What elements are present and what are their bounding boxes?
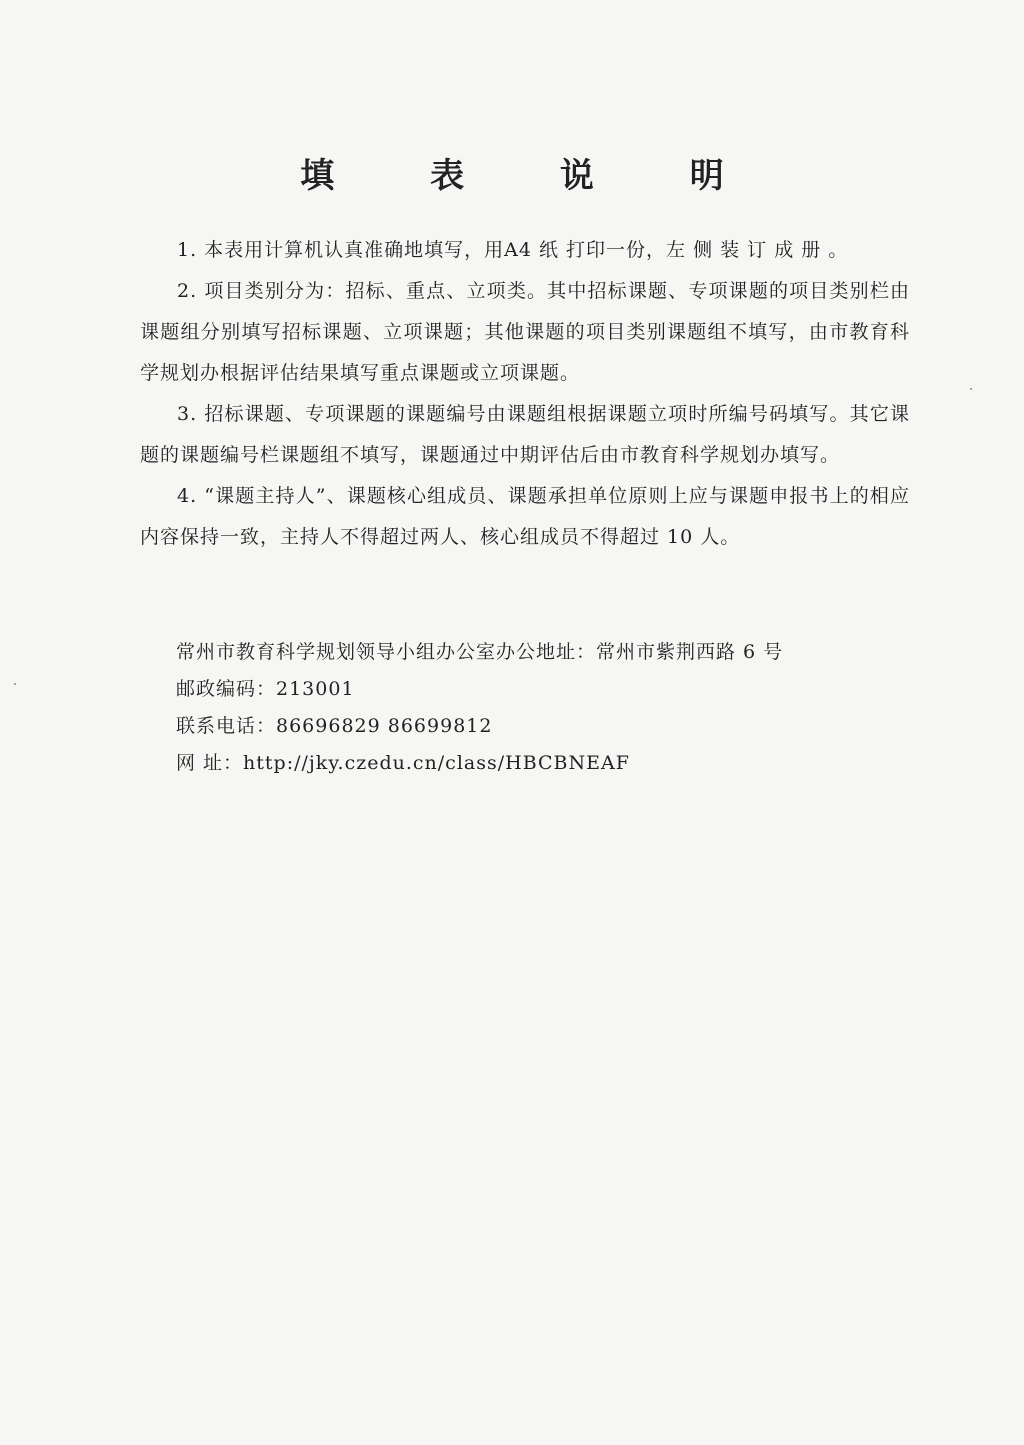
contact-block <box>176 634 896 782</box>
office-address: 常州市教育科学规划领导小组办公室办公地址：常州市紫荆西路 6 号 <box>176 641 784 663</box>
instruction-text-3: 3. 招标课题、专项课题的课题编号由课题组根据课题立项时所编号码填写。其它课题的课题编号栏课题组不填写，课题通过中期评估后由市教育科学规划办填写。 <box>140 403 910 466</box>
instruction-item-1 <box>140 230 910 271</box>
instruction-text-4: 4. “课题主持人”、课题核心组成员、课题承担单位原则上应与课题申报书上的相应内容保持一致，主持人不得超过两人、核心组成员不得超过 10 人。 <box>140 485 910 548</box>
instruction-item-2 <box>140 271 910 394</box>
page-title: 填 表 说 明 <box>300 156 766 196</box>
instruction-text-2: 2. 项目类别分为：招标、重点、立项类。其中招标课题、专项课题的项目类别栏由课题组分别填写招标课题、立项课题；其他课题的项目类别课题组不填写，由市教育科学规划办根据评估结果填写重点课题或立项课题。 <box>140 280 910 384</box>
instruction-item-4 <box>140 476 910 558</box>
postcode: 邮政编码：213001 <box>176 678 355 700</box>
scan-speck <box>970 388 972 390</box>
scan-speck <box>14 683 16 685</box>
instruction-item-3 <box>140 394 910 476</box>
website-url[interactable]: 网 址：http://jky.czedu.cn/class/HBCBNEAF <box>176 752 630 774</box>
instruction-text-1: 1. 本表用计算机认真准确地填写，用A4 纸 打印一份，左 侧 装 订 成 册 。 <box>177 239 849 261</box>
phone-numbers: 联系电话：86696829 86699812 <box>176 715 493 737</box>
